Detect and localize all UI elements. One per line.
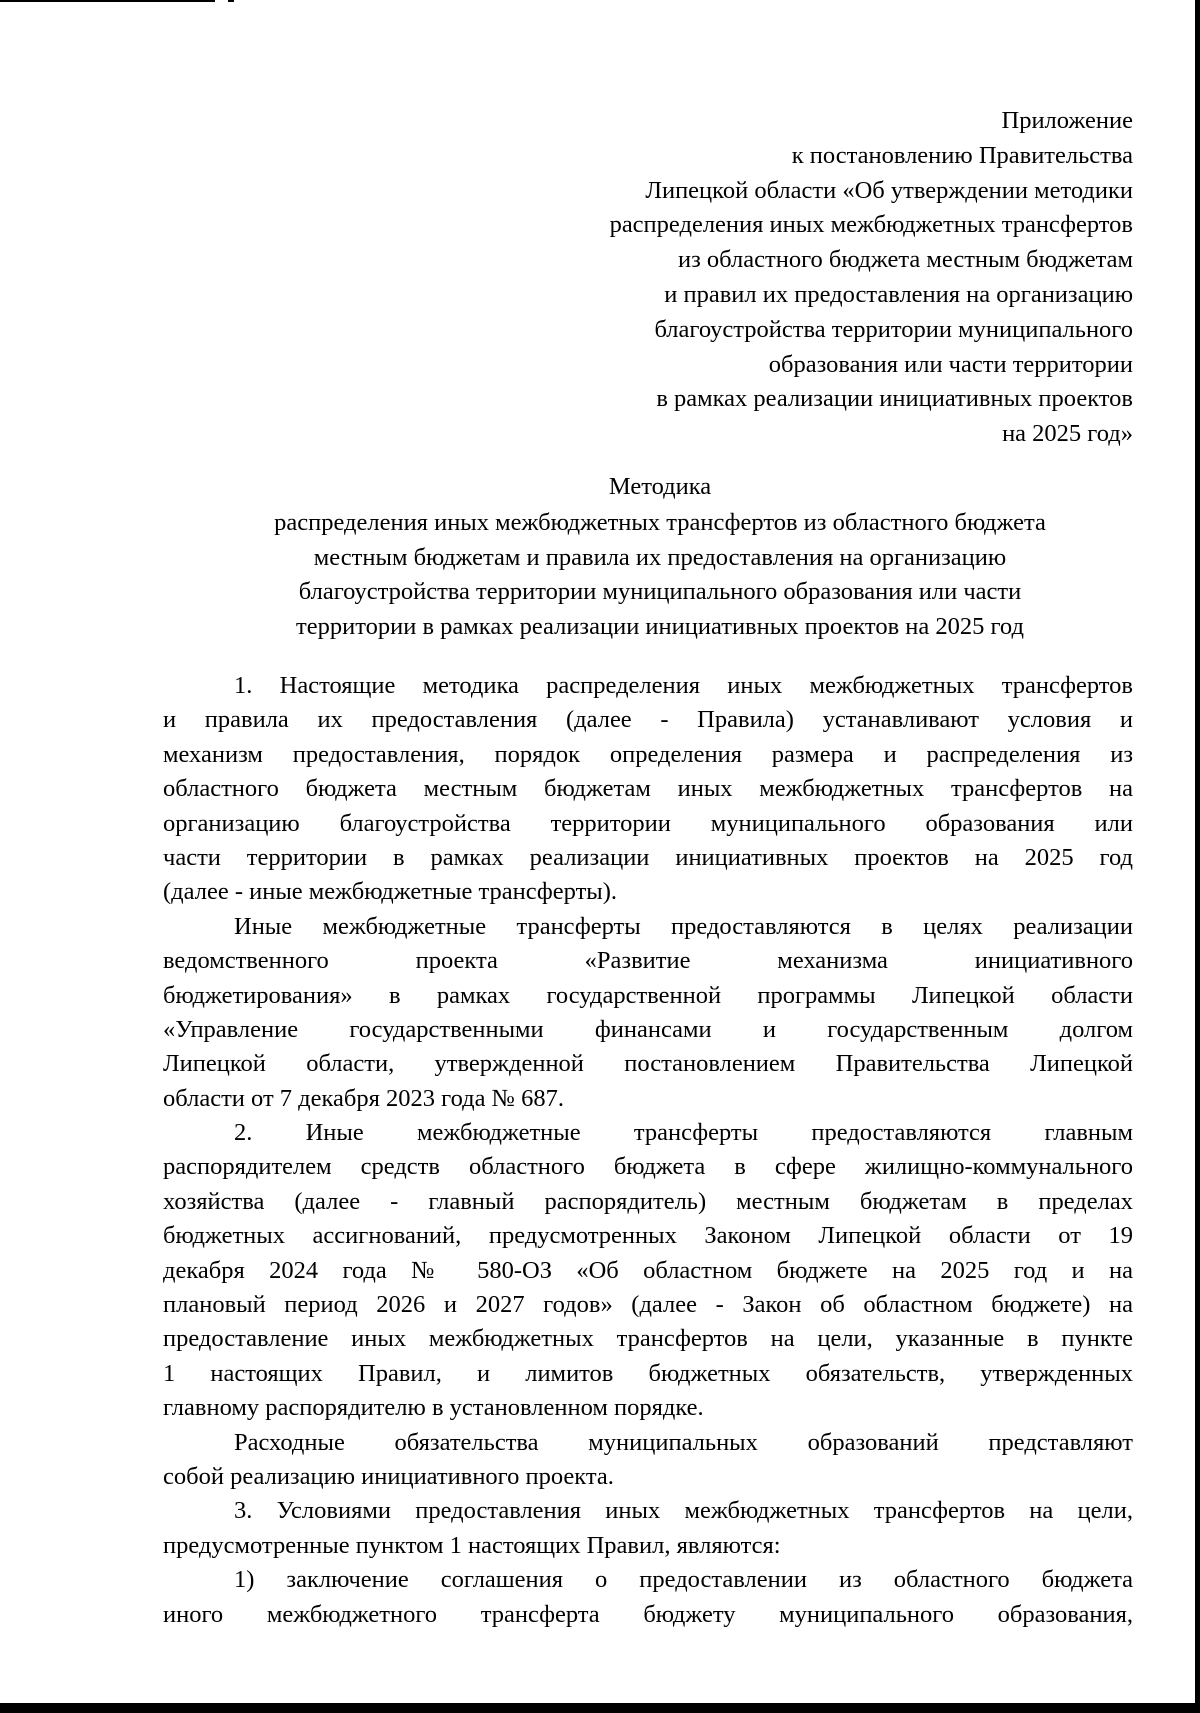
paragraph-5-line: предусмотренные пунктом 1 настоящих Правил, являются: [163,1531,781,1559]
paragraph-6-line: иного межбюджетного трансферта бюджету муниципального образования, [163,1600,1133,1628]
document-subtitle [160,506,1160,644]
subtitle-line: благоустройства территории муниципального образования или части [298,578,1022,605]
paragraph-3-line: главному распорядителю в установленном порядке. [163,1394,704,1422]
paragraph-1-line: организацию благоустройства территории муниципального образования или [163,809,1133,837]
appendix-line: Приложение [1001,107,1133,134]
scan-edge-line [0,0,215,2]
paragraph-3-line: распорядителем средств областного бюджета в сфере жилищно-коммунального [163,1153,1133,1181]
paragraph-3-line: хозяйства (далее - главный распорядитель) местным бюджетам в пределах [163,1187,1133,1215]
paragraph-1-line: и правила их предоставления (далее - Правила) устанавливают условия и [163,706,1133,734]
scan-edge-mark [228,0,234,2]
appendix-line: на 2025 год» [1002,420,1133,448]
paragraph-3-line: предоставление иных межбюджетных трансфертов на цели, указанные в пункте [163,1325,1133,1353]
paragraph-3-line: бюджетных ассигнований, предусмотренных Законом Липецкой области от 19 [163,1222,1133,1250]
appendix-line: в рамках реализации инициативных проектов [656,385,1133,413]
paragraph-4-line: собой реализацию инициативного проекта. [163,1462,614,1490]
appendix-line: и правил их предоставления на организацию [664,280,1133,308]
paragraph-1-line: 1. Настоящие методика распределения иных межбюджетных трансфертов [234,672,1133,699]
scan-right-border [1195,0,1200,1713]
document-title: Методика [608,473,712,500]
appendix-line: благоустройства территории муниципального [654,315,1133,343]
paragraph-3-line: плановый период 2026 и 2027 годов» (далее - Закон об областном бюджете) на [163,1291,1133,1319]
appendix-line: к постановлению Правительства [791,141,1133,169]
paragraph-2-line: ведомственного проекта «Развитие механизма инициативного [163,947,1133,975]
appendix-line: из областного бюджета местным бюджетам [678,246,1133,274]
paragraph-3-line: 1 настоящих Правил, и лимитов бюджетных обязательств, утвержденных [163,1359,1133,1387]
paragraph-2-line: Липецкой области, утвержденной постановлением Правительства Липецкой [163,1050,1133,1078]
paragraph-1-line: части территории в рамках реализации инициативных проектов на 2025 год [163,843,1133,871]
paragraph-2-line: области от 7 декабря 2023 года № 687. [163,1084,564,1112]
appendix-line: образования или части территории [768,350,1133,378]
paragraph-3-line: 2. Иные межбюджетные трансферты предоставляются главным [234,1119,1133,1147]
paragraph-2-line: «Управление государственными финансами и государственным долгом [163,1015,1133,1043]
paragraph-4-line: Расходные обязательства муниципальных образований представляют [234,1428,1133,1456]
appendix-header [440,104,1133,452]
paragraph-5-line: 3. Условиями предоставления иных межбюджетных трансфертов на цели, [234,1497,1133,1525]
paragraph-2-line: бюджетирования» в рамках государственной программы Липецкой области [163,981,1133,1009]
subtitle-line: местным бюджетам и правила их предоставления на организацию [313,543,1007,571]
scan-bottom-border [0,1703,1200,1713]
appendix-line: Липецкой области «Об утверждении методики [645,176,1133,204]
subtitle-line: территории в рамках реализации инициативных проектов на 2025 год [296,612,1024,640]
paragraph-1-line: (далее - иные межбюджетные трансферты). [163,878,618,906]
paragraph-1-line: механизм предоставления, порядок определения размера и распределения из [163,740,1133,768]
paragraph-6-line: 1) заключение соглашения о предоставлении из областного бюджета [234,1566,1133,1594]
subtitle-line: распределения иных межбюджетных трансфертов из областного бюджета [274,509,1046,536]
paragraph-3-line: декабря 2024 года № 580-ОЗ «Об областном бюджете на 2025 год и на [163,1256,1133,1284]
paragraph-2-line: Иные межбюджетные трансферты предоставляются в целях реализации [234,912,1133,940]
appendix-line: распределения иных межбюджетных трансфертов [609,211,1133,239]
document-body [163,669,1133,1632]
paragraph-1-line: областного бюджета местным бюджетам иных межбюджетных трансфертов на [163,775,1133,803]
